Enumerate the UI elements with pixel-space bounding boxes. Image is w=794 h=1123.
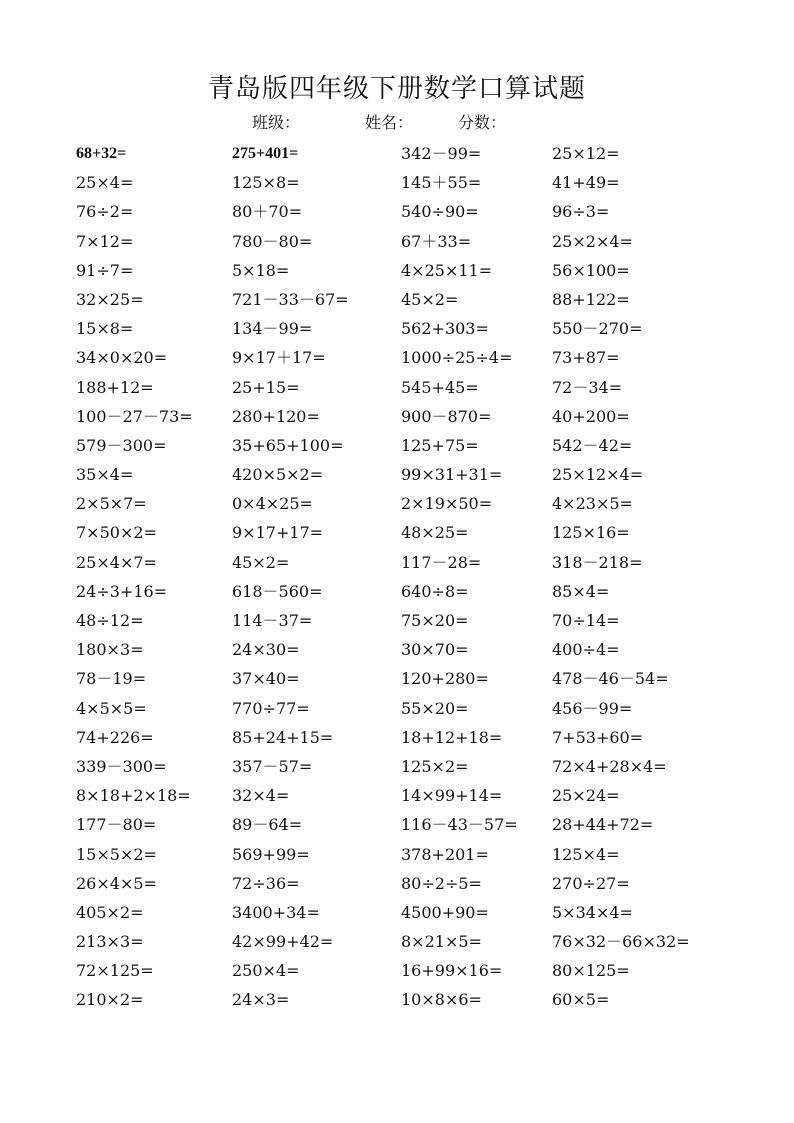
problem-item: 41+49= [552, 173, 620, 193]
problem-item: 37×40= [232, 669, 300, 689]
class-label: 班级： [252, 113, 301, 132]
problem-item: 125×2= [401, 756, 469, 776]
problem-item: 357－57= [232, 756, 313, 776]
problem-item: 339－300= [76, 756, 167, 776]
problem-item: 4×5×5= [76, 698, 147, 718]
problem-item: 5×34×4= [552, 902, 633, 922]
problem-item: 75×20= [401, 611, 469, 630]
problem-item: 32×25= [76, 289, 144, 309]
problem-item: 114－37= [232, 611, 313, 630]
problem-item: 721－33－67= [232, 289, 349, 309]
problem-item: 72×125= [76, 961, 154, 981]
problem-item: 579－300= [76, 435, 167, 455]
problem-item: 24×30= [232, 640, 300, 660]
problem-item: 900－870= [401, 406, 492, 426]
problem-item: 56×100= [552, 260, 630, 280]
problem-item: 562+303= [401, 319, 489, 339]
problem-item: 55×20= [401, 698, 469, 718]
problem-item: 405×2= [76, 902, 144, 922]
problem-item: 275+401= [232, 145, 299, 162]
problem-item: 8×18+2×18= [76, 786, 191, 806]
problem-item: 5×18= [232, 260, 290, 280]
problem-item: 3400+34= [232, 902, 320, 922]
name-label: 姓名： [365, 113, 414, 132]
problem-item: 420×5×2= [232, 465, 324, 485]
problem-item: 120+280= [401, 669, 489, 689]
problem-row [0, 314, 794, 343]
problem-item: 26×4×5= [76, 873, 157, 893]
problem-item: 9×17+17= [232, 523, 324, 543]
problem-item: 125×8= [232, 173, 300, 193]
problem-item: 42×99+42= [232, 932, 334, 952]
problem-item: 117－28= [401, 552, 482, 572]
problem-item: 770÷77= [232, 698, 310, 718]
problem-row [0, 256, 794, 285]
problem-row [0, 956, 794, 985]
problem-row [0, 723, 794, 752]
problem-item: 99×31+31= [401, 465, 503, 485]
problem-item: 73+87= [552, 348, 620, 368]
problem-row [0, 869, 794, 898]
problem-item: 9×17＋17= [232, 348, 326, 368]
problem-item: 378+201= [401, 844, 489, 864]
problem-item: 7×50×2= [76, 523, 157, 543]
problem-item: 67＋33= [401, 231, 472, 251]
problem-grid [0, 139, 794, 1015]
problem-row [0, 606, 794, 635]
problem-row [0, 518, 794, 547]
problem-item: 134－99= [232, 319, 313, 339]
problem-item: 342－99= [401, 144, 482, 163]
problem-item: 542－42= [552, 435, 633, 455]
problem-item: 456－99= [552, 698, 633, 718]
problem-item: 640÷8= [401, 581, 469, 601]
problem-row [0, 810, 794, 839]
problem-item: 40+200= [552, 406, 630, 426]
problem-row [0, 664, 794, 693]
problem-item: 213×3= [76, 932, 144, 952]
problem-item: 24×3= [232, 990, 290, 1010]
problem-item: 4500+90= [401, 902, 489, 922]
problem-item: 8×21×5= [401, 932, 482, 952]
problem-row [0, 402, 794, 431]
problem-item: 318－218= [552, 552, 643, 572]
problem-row [0, 489, 794, 518]
problem-item: 30×70= [401, 640, 469, 660]
problem-item: 250×4= [232, 961, 300, 981]
problem-item: 25×24= [552, 786, 620, 806]
problem-item: 100－27－73= [76, 406, 193, 426]
problem-item: 35+65+100= [232, 435, 344, 455]
problem-row [0, 227, 794, 256]
problem-item: 35×4= [76, 465, 134, 485]
problem-item: 76×32－66×32= [552, 932, 690, 952]
problem-item: 28+44+72= [552, 815, 654, 835]
problem-item: 10×8×6= [401, 990, 482, 1010]
problem-item: 569+99= [232, 844, 310, 864]
problem-item: 91÷7= [76, 260, 134, 280]
problem-item: 25×12= [552, 144, 620, 163]
problem-item: 7+53+60= [552, 727, 644, 747]
problem-item: 72－34= [552, 377, 623, 397]
problem-item: 14×99+14= [401, 786, 503, 806]
problem-row [0, 781, 794, 810]
problem-item: 88+122= [552, 289, 630, 309]
problem-row [0, 985, 794, 1014]
problem-item: 1000÷25÷4= [401, 348, 513, 368]
problem-item: 45×2= [401, 289, 459, 309]
problem-item: 125×16= [552, 523, 630, 543]
problem-item: 80×125= [552, 961, 630, 981]
problem-item: 550－270= [552, 319, 643, 339]
problem-item: 76÷2= [76, 202, 134, 222]
problem-item: 24÷3+16= [76, 581, 168, 601]
problem-item: 25×4= [76, 173, 134, 193]
problem-item: 478－46－54= [552, 669, 669, 689]
problem-row [0, 694, 794, 723]
problem-row [0, 635, 794, 664]
problem-item: 72×4+28×4= [552, 756, 667, 776]
problem-item: 32×4= [232, 786, 290, 806]
problem-item: 125+75= [401, 435, 479, 455]
problem-item: 2×19×50= [401, 494, 493, 514]
problem-item: 188+12= [76, 377, 154, 397]
problem-item: 48÷12= [76, 611, 144, 630]
problem-item: 45×2= [232, 552, 290, 572]
problem-item: 85+24+15= [232, 727, 334, 747]
problem-item: 34×0×20= [76, 348, 168, 368]
page-title: 青岛版四年级下册数学口算试题 [207, 74, 586, 104]
problem-item: 210×2= [76, 990, 144, 1010]
problem-item: 85×4= [552, 581, 610, 601]
problem-row [0, 431, 794, 460]
problem-item: 780－80= [232, 231, 313, 251]
problem-item: 89－64= [232, 815, 303, 835]
problem-item: 0×4×25= [232, 494, 313, 514]
problem-item: 70÷14= [552, 611, 620, 630]
problem-row [0, 752, 794, 781]
problem-item: 25×4×7= [76, 552, 157, 572]
problem-item: 15×5×2= [76, 844, 157, 864]
problem-item: 18+12+18= [401, 727, 503, 747]
problem-item: 2×5×7= [76, 494, 147, 514]
problem-item: 16+99×16= [401, 961, 503, 981]
problem-item: 68+32= [76, 145, 127, 162]
problem-item: 540÷90= [401, 202, 479, 222]
problem-row [0, 197, 794, 226]
problem-row [0, 840, 794, 869]
problem-item: 180×3= [76, 640, 144, 660]
score-label: 分数： [458, 113, 507, 132]
problem-item: 15×8= [76, 319, 134, 339]
problem-row [0, 460, 794, 489]
problem-item: 618－560= [232, 581, 323, 601]
problem-item: 270÷27= [552, 873, 630, 893]
problem-row [0, 285, 794, 314]
problem-item: 125×4= [552, 844, 620, 864]
problem-item: 545+45= [401, 377, 479, 397]
problem-item: 280+120= [232, 406, 320, 426]
problem-item: 25+15= [232, 377, 300, 397]
problem-item: 96÷3= [552, 202, 610, 222]
problem-item: 4×23×5= [552, 494, 633, 514]
problem-item: 25×2×4= [552, 231, 633, 251]
problem-row [0, 548, 794, 577]
problem-row [0, 577, 794, 606]
problem-row [0, 343, 794, 372]
problem-item: 80÷2÷5= [401, 873, 482, 893]
problem-item: 7×12= [76, 231, 134, 251]
problem-item: 78－19= [76, 669, 147, 689]
problem-item: 116－43－57= [401, 815, 518, 835]
problem-row [0, 168, 794, 197]
problem-item: 80＋70= [232, 202, 303, 222]
problem-row [0, 927, 794, 956]
problem-item: 177－80= [76, 815, 157, 835]
problem-item: 74+226= [76, 727, 154, 747]
problem-item: 400÷4= [552, 640, 620, 660]
problem-row [0, 898, 794, 927]
problem-item: 72÷36= [232, 873, 300, 893]
problem-item: 48×25= [401, 523, 469, 543]
problem-item: 60×5= [552, 990, 610, 1010]
problem-row [0, 373, 794, 402]
problem-row [0, 139, 794, 168]
problem-item: 4×25×11= [401, 260, 493, 280]
problem-item: 145＋55= [401, 173, 482, 193]
problem-item: 25×12×4= [552, 465, 644, 485]
